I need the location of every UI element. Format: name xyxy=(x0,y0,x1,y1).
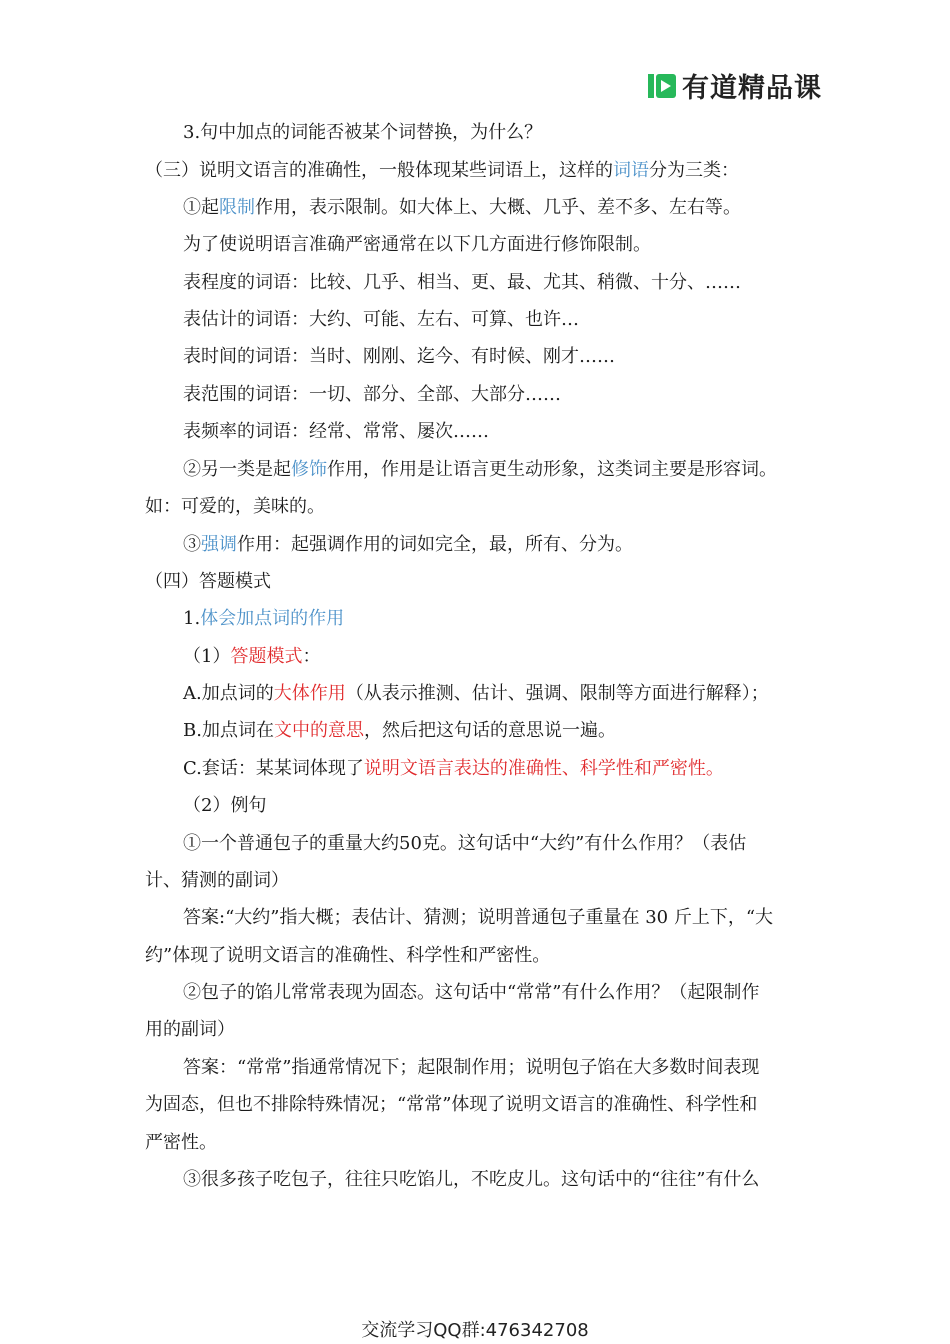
answer-2-cont: 为固态，但也不排除特殊情况；“常常”体现了说明文语言的准确性、科学性和 xyxy=(145,1094,758,1115)
brand-logo xyxy=(648,66,822,105)
example-1: ①一个普通包子的重量大约50克。这句话中“大约”有什么作用？（表估 xyxy=(183,833,747,854)
list-item-time: 表时间的词语：当时、刚刚、迄今、有时候、刚才…… xyxy=(183,346,615,367)
type-limit: ①起限制作用，表示限制。如大体上、大概、几乎、差不多、左右等。 xyxy=(183,197,741,218)
list-item-degree: 表程度的词语：比较、几乎、相当、更、最、尤其、稍微、十分、…… xyxy=(183,272,741,293)
list-item-estimate: 表估计的词语：大约、可能、左右、可算、也许… xyxy=(183,309,579,330)
highlight-datimoshi: 答题模式 xyxy=(230,646,303,667)
highlight-dati-zuoyong: 大体作用 xyxy=(273,683,346,704)
answer-mode-a: A.加点词的大体作用（从表示推测、估计、强调、限制等方面进行解释）； xyxy=(183,683,769,704)
section-4-heading: （四）答题模式 xyxy=(145,571,271,592)
type-emphasis: ③强调作用：起强调作用的词如完全，最，所有、分为。 xyxy=(183,534,633,555)
footer-qq-group: 交流学习QQ群:476342708 xyxy=(361,1320,589,1341)
video-play-icon xyxy=(648,72,676,100)
answer-mode-b: B.加点词在文中的意思，然后把这句话的意思说一遍。 xyxy=(183,720,616,741)
answer-2-end: 严密性。 xyxy=(145,1132,217,1153)
highlight-xianzhi: 限制 xyxy=(219,197,255,218)
highlight-xiushi: 修饰 xyxy=(291,459,327,480)
answer-1: 答案:“大约”指大概；表估计、猜测；说明普通包子重量在 30 斤上下，“大 xyxy=(183,907,774,928)
list-item-frequency: 表频率的词语：经常、常常、屡次…… xyxy=(183,421,489,442)
example-heading: （2）例句 xyxy=(183,795,267,816)
example-2-cont: 用的副词） xyxy=(145,1019,235,1040)
type-modify: ②另一类是起修饰作用，作用是让语言更生动形象，这类词主要是形容词。 xyxy=(183,459,777,480)
highlight-qiangdiao: 强调 xyxy=(201,534,237,555)
section-3-heading: （三）说明文语言的准确性，一般体现某些词语上，这样的词语分为三类： xyxy=(145,160,739,181)
highlight-taohua: 说明文语言表达的准确性、科学性和严密性。 xyxy=(363,758,724,779)
answer-1-cont: 约”体现了说明文语言的准确性、科学性和严密性。 xyxy=(145,945,551,966)
list-item-scope: 表范围的词语：一切、部分、全部、大部分…… xyxy=(183,384,561,405)
paragraph-line: 为了使说明语言准确严密通常在以下几方面进行修饰限制。 xyxy=(183,234,651,255)
answer-mode-c: C.套话：某某词体现了说明文语言表达的准确性、科学性和严密性。 xyxy=(183,758,724,779)
highlight-ciyu: 词语 xyxy=(613,160,649,181)
answer-mode-heading: （1）答题模式： xyxy=(183,646,321,667)
answer-2: 答案：“常常”指通常情况下；起限制作用；说明包子馅在大多数时间表现 xyxy=(183,1057,760,1078)
example-1-cont: 计、猜测的副词） xyxy=(145,870,289,891)
paragraph-line: 如：可爱的，美味的。 xyxy=(145,496,325,517)
highlight-wenzhong-yisi: 文中的意思 xyxy=(273,720,364,741)
question-3: 3.句中加点的词能否被某个词替换，为什么？ xyxy=(183,122,543,143)
brand-name: 有道精品课 xyxy=(682,73,822,104)
example-2: ②包子的馅儿常常表现为固态。这句话中“常常”有什么作用？（起限制作 xyxy=(183,982,760,1003)
subheading-1: 1.体会加点词的作用 xyxy=(183,608,345,629)
highlight-tihui: 体会加点词的作用 xyxy=(200,608,345,629)
example-3: ③很多孩子吃包子，往往只吃馅儿，不吃皮儿。这句话中的“往往”有什么 xyxy=(183,1169,760,1190)
